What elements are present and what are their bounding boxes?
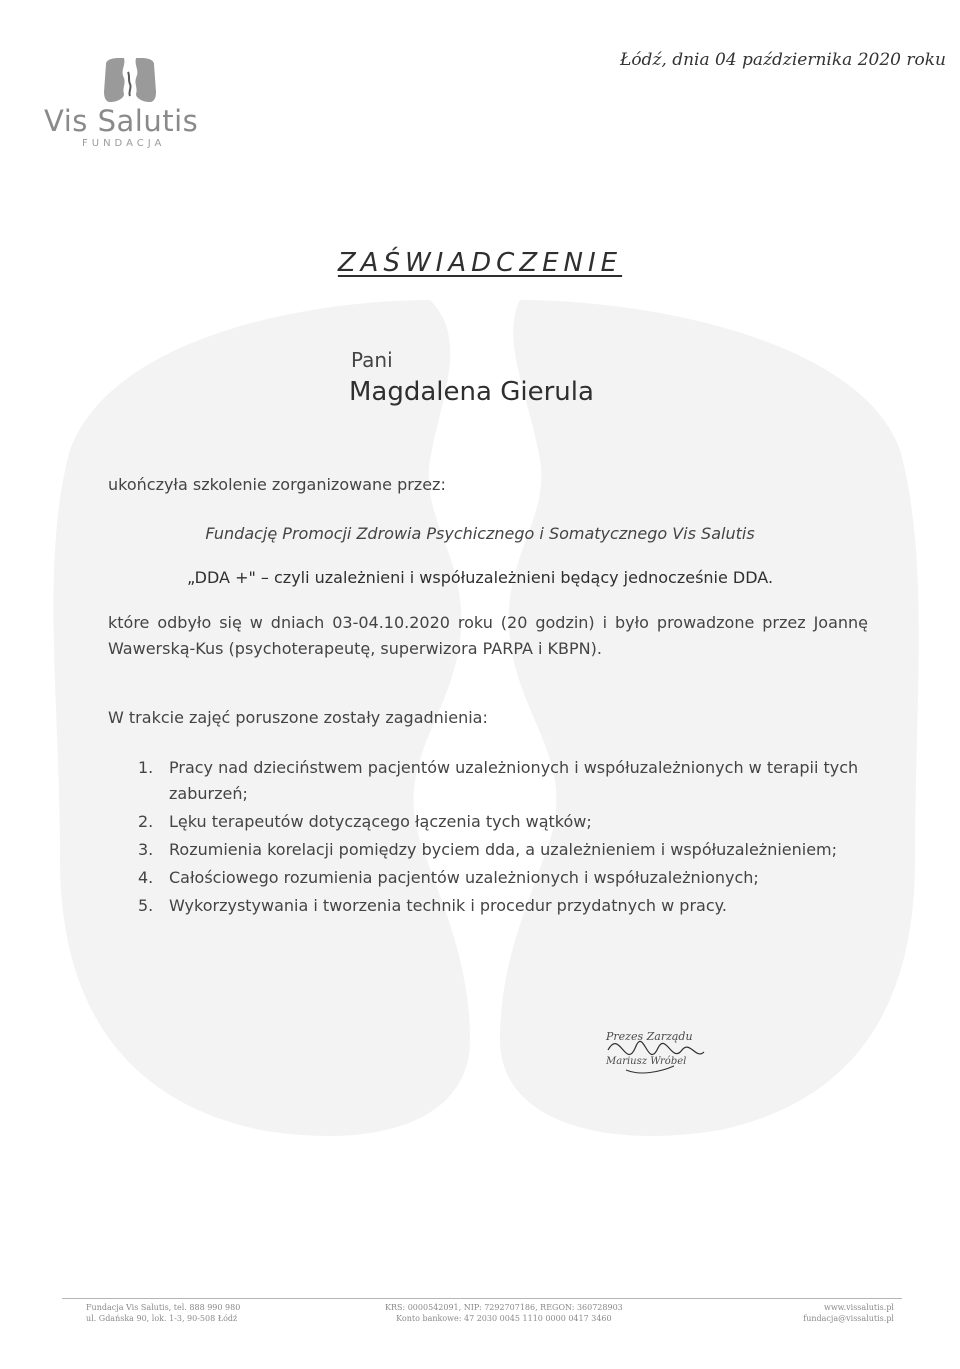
logo-subtitle: FUNDACJA <box>82 138 166 149</box>
topics-list <box>138 755 868 921</box>
footer-bank-line: Konto bankowe: 47 2030 0045 1110 0000 0417 3460 <box>396 1314 612 1323</box>
list-item-text: Lęku terapeutów dotyczącego łączenia tych wątków; <box>169 812 592 831</box>
salutation: Pani <box>351 348 393 372</box>
footer-website: www.vissalutis.pl <box>823 1303 894 1312</box>
intro-paragraph: ukończyła szkolenie zorganizowane przez: <box>108 475 446 494</box>
list-item <box>138 893 868 919</box>
footer-contact <box>803 1302 894 1324</box>
list-item-text: Całościowego rozumienia pacjentów uzależnionych i współuzależnionych; <box>169 868 759 887</box>
course-title: „DDA +" – czyli uzależnieni i współuzależnieni będący jednocześnie DDA. <box>186 568 774 587</box>
list-item <box>138 837 868 863</box>
list-item <box>138 865 868 891</box>
list-item-number: 2. <box>138 812 154 831</box>
signature-scribble <box>608 1041 704 1054</box>
list-item-text: Rozumienia korelacji pomiędzy byciem dda, a uzależnieniem i współuzależnieniem; <box>169 840 838 859</box>
issue-date: Łódź, dnia 04 października 2020 roku <box>619 50 946 70</box>
list-item <box>138 809 868 835</box>
footer-email: fundacja@vissalutis.pl <box>803 1314 894 1323</box>
footer-address <box>86 1302 240 1324</box>
logo-name: Vis Salutis <box>44 104 199 138</box>
logo-faces-icon <box>102 58 158 102</box>
footer-registry-line: KRS: 0000542091, NIP: 7292707186, REGON: 360728903 <box>385 1303 623 1312</box>
list-item-text: Pracy nad dzieciństwem pacjentów uzależnionych i współuzależnionych w terapii tych zaburzeń; <box>169 758 859 803</box>
document-title-text: ZAŚWIADCZENIE <box>337 248 623 278</box>
list-item-number: 4. <box>138 868 154 887</box>
recipient-name: Magdalena Gierula <box>349 377 594 407</box>
watermark-right-head <box>500 300 919 1136</box>
signature-stamp-line-2: Mariusz Wróbel <box>606 1056 687 1067</box>
organization-name: Fundację Promocji Zdrowia Psychicznego i Somatycznego Vis Salutis <box>205 524 755 543</box>
president-signature-stamp <box>600 1020 720 1080</box>
topics-intro: W trakcie zajęć poruszone zostały zagadnienia: <box>108 708 488 727</box>
footer-address-line: Fundacja Vis Salutis, tel. 888 990 980 <box>86 1303 241 1312</box>
list-item-number: 5. <box>138 896 154 915</box>
list-item-text: Wykorzystywania i tworzenia technik i procedur przydatnych w pracy. <box>169 896 727 915</box>
footer-registry <box>385 1302 623 1324</box>
foundation-logo <box>44 58 234 158</box>
document-title <box>0 248 960 278</box>
list-item-number: 3. <box>138 840 154 859</box>
footer-address-line: ul. Gdańska 90, lok. 1-3, 90-508 Łódź <box>86 1314 238 1323</box>
list-item <box>138 755 868 807</box>
footer-divider <box>62 1298 902 1299</box>
list-item-number: 1. <box>138 758 154 777</box>
signature-stamp-line-1: Prezes Zarządu <box>606 1030 693 1043</box>
course-description: które odbyło się w dniach 03-04.10.2020 roku (20 godzin) i było prowadzone przez Joannę Wawerską-Kus (psychoterapeutę, superwizora PARPA i KBPN). <box>108 613 868 658</box>
